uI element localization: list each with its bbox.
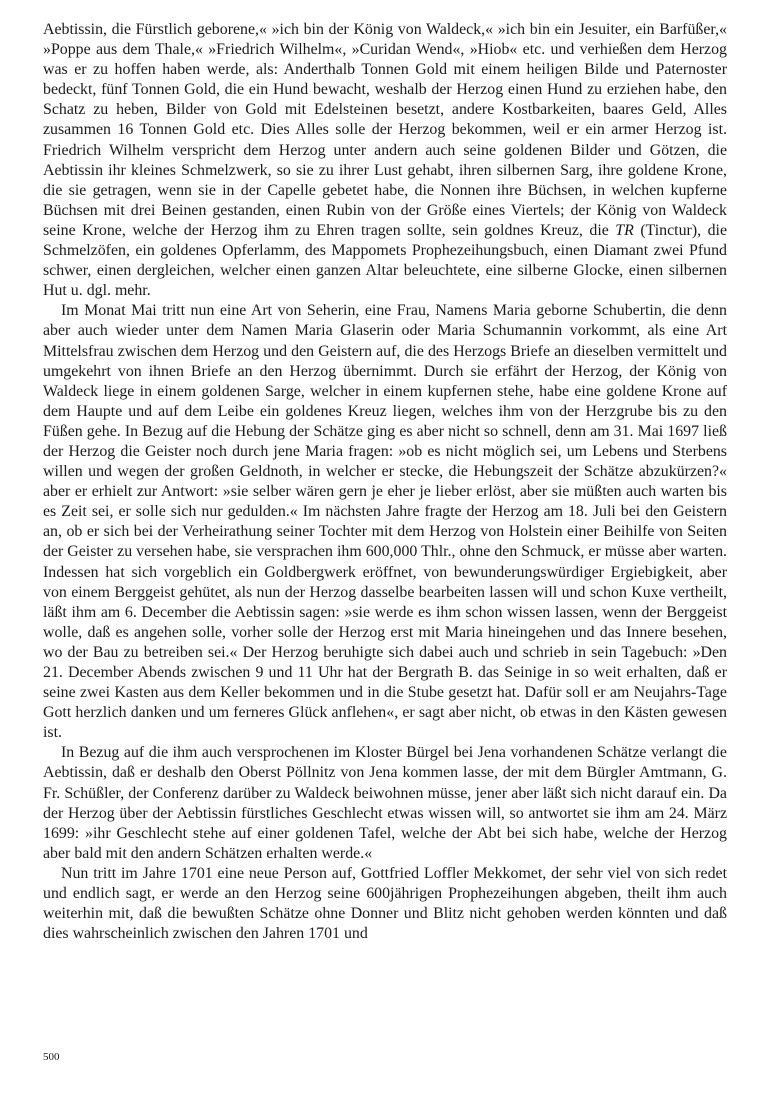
tinctur-abbreviation: TR xyxy=(615,221,634,239)
paragraph-3: In Bezug auf die ihm auch versprochenen im Kloster Bürgel bei Jena vorhandenen Schätze verlangt die Aebtissin, daß er deshalb den Oberst Pöllnitz von Jena kommen lasse, der mit dem Bürgler Amtmann, G. Fr. Schüßler, der Conferenz darüber zu Waldeck beiwohnen müsse, jener aber läßt sich nicht darauf ein. Da der Herzog über der Aebtissin fürstliches Geschlecht etwas wissen will, so antwortet sie ihm am 24. März 1699: »ihr Geschlecht stehe auf einer goldenen Tafel, welche der Abt bei sich habe, welche der Herzog aber bald mit den andern Schätzen erhalten werde.« xyxy=(43,744,727,862)
paragraph-2: Im Monat Mai tritt nun eine Art von Seherin, eine Frau, Namens Maria geborne Schubertin, die denn aber auch wieder unter dem Namen Maria Glaserin oder Maria Schumannin vorkommt, als eine Art Mittelsfrau zwischen dem Herzog und den Geistern auf, die des Herzogs Briefe an dieselben vermittelt und umgekehrt von ihnen Briefe an den Herzog übernimmt. Durch sie erfährt der Herzog, der König von Waldeck liege in einem goldenen Sarge, welcher in einem kupfernen stehe, habe eine goldene Krone auf dem Haupte und auf dem Leibe ein goldenes Kreuz liegen, welches ihm von der Herzgrube bis zu den Füßen gehe. In Bezug auf die Hebung der Schätze ging es aber nicht so schnell, denn am 31. Mai 1697 ließ der Herzog die Geister noch durch jene Maria fragen: »ob es nicht möglich sei, um Lebens und Sterbens willen und wegen der großen Geldnoth, in welcher er stecke, die Hebungszeit der Schätze abzukürzen?« aber er erhielt zur Antwort: »sie selber wären gern je eher je lieber erlöst, aber sie müßten auch warten bis es Zeit sei, er solle sich nur gedulden.« Im nächsten Jahre fragte der Herzog am 18. Juli bei den Geistern an, ob er sich bei der Verheirathung seiner Tochter mit dem Herzog von Holstein einer Beihilfe von Seiten der Geister zu versehen habe, sie versprachen ihm 600,000 Thlr., ohne den Schmuck, er müsse aber warten. Indessen hat sich vorgeblich ein Goldbergwerk eröffnet, von bewunderungswürdiger Ergiebigkeit, aber von einem Berggeist gehütet, als nun der Herzog dasselbe bearbeiten lassen will und schon Kuxe vertheilt, läßt ihm am 6. December die Aebtissin sagen: »sie werde es ihm schon wissen lassen, wenn der Berggeist wolle, daß es angehen solle, vorher solle der Herzog erst mit Maria hineingehen und das Innere besehen, wo der Bau zu betreiben sei.« Der Herzog beruhigte sich dabei auch und schrieb in sein Tagebuch: »Den 21. December Abends zwischen 9 und 11 Uhr hat der Bergrath B. das Seinige in so weit erhalten, daß er seine zwei Kasten aus dem Keller bekommen und in die Stube gesetzt hat. Dafür soll er am Neujahrs-Tage Gott herzlich danken und um ferneres Glück anflehen«, er sagt aber nicht, ob etwas in den Kästen gewesen ist. xyxy=(43,302,727,742)
paragraph-4: Nun tritt im Jahre 1701 eine neue Person auf, Gottfried Loffler Mekkomet, der sehr viel von sich redet und endlich sagt, er werde an den Herzog seine 600jährigen Prophezeihungen abgeben, theilt ihm auch weiterhin mit, daß die bewußten Schätze ohne Donner und Blitz nicht gehoben werden könnten und daß dies wahrscheinlich zwischen den Jahren 1701 und xyxy=(43,864,727,943)
paragraph-1-text-b: (Tinctur), die Schmelzöfen, ein goldenes Opferlamm, des Mappomets Prophezeihungsbuch, einen Diamant zwei Pfund schwer, einen dergleichen, welcher einen ganzen Altar beleuchtete, eine silberne Glocke, einen silbernen Hut u. dgl. mehr. xyxy=(43,221,727,300)
paragraph-1 xyxy=(43,20,727,301)
book-page-body xyxy=(43,20,727,944)
page-number: 500 xyxy=(43,1051,60,1063)
paragraph-1-text-a: Aebtissin, die Fürstlich geborene,« »ich bin der König von Waldeck,« »ich bin ein Jesuiter, ein Barfüßer,« »Poppe aus dem Thale,« »Friedrich Wilhelm«, »Curidan Wend«, »Hiob« etc. und verhießen dem Herzog was er zu hoffen haben werde, als: Anderthalb Tonnen Gold mit einem heiligen Bilde und Paternoster bedeckt, fünf Tonnen Gold, die ein Hund bewacht, weshalb der Herzog einen Hund zu erziehen habe, den Schatz zu heben, Bilder von Gold mit Edelsteinen besetzt, andere Kostbarkeiten, baares Geld, Alles zusammen 16 Tonnen Gold etc. Dies Alles solle der Herzog bekommen, weil er ein armer Herzog ist. Friedrich Wilhelm verspricht dem Herzog unter andern auch seine goldenen Bilder und Götzen, die Aebtissin ihr kleines Schmelzwerk, so sie zu ihrer Lust gehabt, ihren silbernen Sarg, ihre goldene Krone, die sie getragen, wenn sie in der Capelle gebetet habe, die Nonnen ihre Büchsen, in welchen kupferne Büchsen mit drei Beinen gestanden, einen Rubin von der Größe eines Viertels; der König von Waldeck seine Krone, welche der Herzog ihm zu Ehren tragen sollte, sein goldnes Kreuz, die xyxy=(43,21,727,239)
